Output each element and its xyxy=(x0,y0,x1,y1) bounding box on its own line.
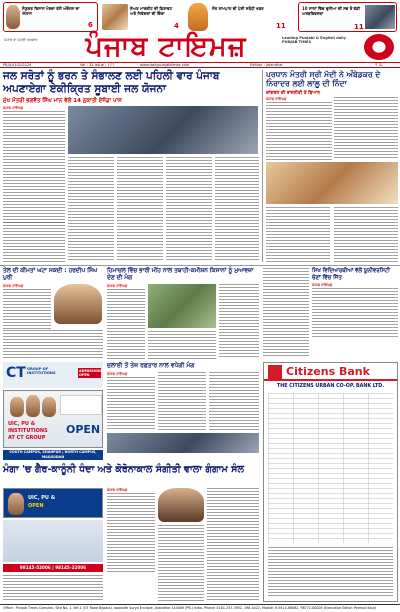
ct-campus-photo xyxy=(3,520,103,562)
main-col-3 xyxy=(117,157,163,261)
right-subhead: ਕਾਂਗਰਸ ਦੀ ਰਾਜਨੀਤੀ ਤੇ ਬਿਆਨ xyxy=(266,91,321,96)
ct-ad-person-2 xyxy=(26,395,40,417)
left-mid-portrait xyxy=(54,284,102,324)
right-col-4 xyxy=(334,207,398,262)
right-mid-headline[interactable]: ਸਿਖ ਵਿਦਿਆਰਥੀਆਂ ਵੱਲੋਂ ਯੂਨੀਵਰਸਿਟੀ ਚੋਣਾਂ ਵਿੱਚ ਜਿੱਤ xyxy=(312,268,391,281)
ct-ad-person-1 xyxy=(10,397,24,417)
ct-ad-line3: AT CT GROUP xyxy=(8,435,46,441)
main-subhead: ਮੁੱਖ ਮੰਤਰੀ ਭਗਵੰਤ ਸਿੰਘ ਮਾਨ ਵੱਲੋਂ 14 ਨੁਕਾਤੀ ਏਜੰਡਾ ਪਾਸ xyxy=(3,98,122,104)
column-divider xyxy=(262,70,263,262)
right-photo xyxy=(266,162,398,204)
center-low-photo xyxy=(107,433,259,453)
main-col-2 xyxy=(68,157,114,261)
main-headline[interactable]: ਜਲ ਸਰੋਤਾਂ ਨੂੰ ਭਰਨ ਤੇ ਸੰਭਾਲਣ ਲਈ ਪਹਿਲੀ ਵਾਰ ਪੰਜਾਬ ਅਪਣਾਏਗਾ ਏਕੀਕ੍ਰਿਤ ਸੂਬਾਈ ਜਲ ਯੋਜਨਾ xyxy=(3,70,220,95)
main-col-4 xyxy=(166,157,212,261)
footer-text: Office : Punjab Times Complex, Site No. 1, NH-1 (GT Road Bypass), opposite Surya Enclave, Jalandhar 144009 (PB.) India. Phone: 0181-257-3952, 298-4422, Mobile: 9-9414-88082, 98772-00003 (Executive Editor: Parmod Kaur) xyxy=(3,606,377,610)
right-mid-dateline: ਪੰਜਾਬ ਟਾਇਮਜ਼ xyxy=(312,283,333,287)
ct-ad-person-3 xyxy=(42,397,56,417)
ct-uic-line1: UIC, PU & xyxy=(28,495,56,501)
right-mid-col-2 xyxy=(312,283,398,338)
center-low-col-2 xyxy=(158,372,206,430)
center-mid-dateline: ਪੰਜਾਬ ਟਾਇਮਜ਼ xyxy=(107,284,128,288)
right-col-2 xyxy=(334,97,398,159)
ct-ad-line1: UIC, PU & xyxy=(8,421,36,427)
left-mid-dateline: ਪੰਜਾਬ ਟਾਇਮਜ਼ xyxy=(3,284,24,288)
ct-ad-campus: SOUTH CAMPUS, SHAHPUR | NORTH CAMPUS, MAQSUDAN xyxy=(3,450,103,460)
masthead-title[interactable]: ਪੰਜਾਬ ਟਾਇਮਜ਼ xyxy=(85,31,247,62)
center-low-dateline: ਪੰਜਾਬ ਟਾਇਮਜ਼ xyxy=(107,372,128,376)
info-edition: Edition : Jalandhar xyxy=(250,63,283,67)
bank-header xyxy=(264,363,397,381)
bottom-col-2 xyxy=(158,525,204,601)
info-vol: Vol : 33 Issue : 177 xyxy=(80,63,115,67)
ct-ad-open: OPEN xyxy=(66,423,101,436)
ct-badge: ADMISSIONS OPEN xyxy=(79,369,104,377)
teaser-left-text: ਸੰਯੁਕਤ ਕਿਸਾਨ ਮੋਰਚਾ ਵੱਲੋਂ ਅੰਦੋਲਨ ਦਾ ਐਲਾਨ xyxy=(22,6,80,16)
teaser-mid[interactable] xyxy=(102,2,182,32)
ct-group-ad-header[interactable] xyxy=(3,362,103,388)
center-mid-col-1 xyxy=(107,284,145,361)
right-dateline: ਪੰਜਾਬ ਟਾਇਮਜ਼ xyxy=(266,97,287,101)
left-mid-col-2 xyxy=(3,330,103,358)
bottom-dateline: ਪੰਜਾਬ ਟਾਇਮਜ਼ xyxy=(107,488,128,492)
teaser-left[interactable] xyxy=(3,2,98,32)
ct-ad-banner[interactable] xyxy=(3,390,103,448)
main-dateline: ਪੰਜਾਬ ਟਾਇਮਜ਼ xyxy=(3,106,24,110)
teaser-mid2-text: ਸੰਤ ਰਾਮਪਾਲ ਦੀ ਪੇਸ਼ੀ ਸਬੰਧੀ ਖਬਰ xyxy=(212,6,264,11)
info-bar xyxy=(0,62,400,68)
masthead-tagline-left: ਪੰਜਾਬ ਦਾ ਮੋਹਰੀ ਅਖਬਾਰ xyxy=(4,38,38,42)
ct-uic-person xyxy=(8,493,24,515)
left-mid-headline[interactable]: ਤੇਲ ਦੀ ਕੀਮਤਾਂ ਘਟਾ ਸਕਦੀ : ਹਰਦੀਪ ਸਿੰਘ ਪੁਰੀ xyxy=(3,268,98,281)
bottom-col-0 xyxy=(3,575,103,601)
info-price: ₹ 3/- xyxy=(375,63,384,67)
bottom-headline[interactable]: ਮੰਗਾ 'ਚ ਗੈਰ-ਕਾਨੂੰਨੀ ਧੰਦਾ ਅਤੇ ਕੋਰੋਨਾਕਾਲ ਸੰਗੀਤੀ ਵਾਲਾ ਗੰਗਾਮ ਸੰਲ xyxy=(3,464,244,475)
footer xyxy=(0,604,400,612)
bottom-portrait xyxy=(158,488,204,522)
center-mid-photo xyxy=(148,284,216,328)
main-col-5 xyxy=(215,157,259,261)
center-mid-col-3 xyxy=(219,284,259,359)
ct-logo: CT xyxy=(6,365,26,381)
ct-uic-ad[interactable] xyxy=(3,488,103,518)
teaser-mid-photo xyxy=(102,4,128,30)
ct-phone[interactable]: 98145-52006 | 98145-22006 xyxy=(3,564,103,572)
bank-logo-icon xyxy=(268,365,282,379)
bank-fine-print xyxy=(268,547,393,597)
ct-ad-building xyxy=(60,395,102,415)
masthead-tagline-right: Leading Punjabi & English daily PUNJAB TIMES xyxy=(282,36,346,45)
teaser-mid2-page: 11 xyxy=(276,22,286,30)
row-divider xyxy=(0,265,400,266)
main-col-1b xyxy=(3,222,65,262)
center-mid-headline[interactable]: ਹਿਮਾਚਲ ਵਿੱਚ ਭਾਰੀ ਮੀਂਹ ਨਾਲ ਤਬਾਹੀ-ਕਮੀਸ਼ਨ ਕਿਸਾਨਾਂ ਨੂੰ ਮੁਆਵਜ਼ਾ ਦੇਣ ਦੀ ਮੰਗ xyxy=(107,268,254,281)
teaser-mid-text: ਸ਼ੇਅਰ ਮਾਰਕੀਟ ਦੀ ਗਿਰਾਵਟ ਅਤੇ ਨਿਵੇਸ਼ਕਾਂ ਦੀ ਚਿੰਤਾ xyxy=(130,6,173,16)
ct-uic-open: OPEN xyxy=(28,503,44,509)
teaser-right-page: 11 xyxy=(354,23,364,31)
center-low-col-1 xyxy=(107,372,155,431)
main-col-1 xyxy=(3,106,65,223)
masthead-logo-icon xyxy=(364,34,394,60)
teaser-left-page: 6 xyxy=(88,21,93,29)
teaser-portrait xyxy=(6,5,20,29)
left-mid-col-1 xyxy=(3,284,51,329)
masthead xyxy=(0,32,400,62)
center-low-headline[interactable]: ਜੁਲਾਈ ਤੋਂ ਤੇਜ਼ ਰਫ਼ਤਾਰ ਨਾਲ ਵਧੇਗੀ ਮੰਗ xyxy=(107,362,195,369)
right-mid-col-1 xyxy=(263,268,309,358)
teaser-mid2[interactable] xyxy=(186,2,294,32)
citizens-bank-ad[interactable] xyxy=(263,362,398,602)
main-photo xyxy=(68,106,258,154)
bank-name: Citizens Bank xyxy=(286,365,370,378)
center-low-col-3 xyxy=(209,372,259,430)
bottom-col-1 xyxy=(107,488,155,573)
right-col-3 xyxy=(266,207,330,262)
right-headline[interactable]: ਪ੍ਰਧਾਨ ਮੰਤਰੀ ਸ੍ਰੀ ਮੋਦੀ ਨੇ ਅੰਬੇਡਕਰ ਦੇ ਨਿਰਾਦਰ ਲਈ ਲਾਲੂ ਦੀ ਨਿੰਦਾ xyxy=(266,70,381,89)
bank-full-name: THE CITIZENS URBAN CO-OP. BANK LTD. xyxy=(276,384,385,389)
bottom-col-3 xyxy=(207,488,259,601)
teaser-right-text: 10 ਸਾਲਾਂ ਵਿੱਚ ਦੁਨੀਆ ਦੀ ਸਭ ਤੋਂ ਵੱਡੀ ਅਰਥਵਿਵਸਥਾ xyxy=(302,6,360,16)
teaser-mid2-portrait xyxy=(188,3,208,31)
center-mid-col-2 xyxy=(148,331,216,359)
info-site[interactable]: www.dailypunjabtimes.com xyxy=(140,63,190,67)
teaser-right-photo xyxy=(365,5,395,29)
info-reg: PB/JL0102/2024 xyxy=(3,63,32,67)
right-col-1 xyxy=(266,97,332,160)
ct-ad-line2: INSTITUTIONS xyxy=(8,428,48,434)
bank-financial-table xyxy=(268,393,393,543)
teaser-right[interactable] xyxy=(298,2,397,32)
ct-sub: GROUP OF INSTITUTIONS xyxy=(27,367,56,375)
teaser-mid-page: 4 xyxy=(174,22,179,30)
